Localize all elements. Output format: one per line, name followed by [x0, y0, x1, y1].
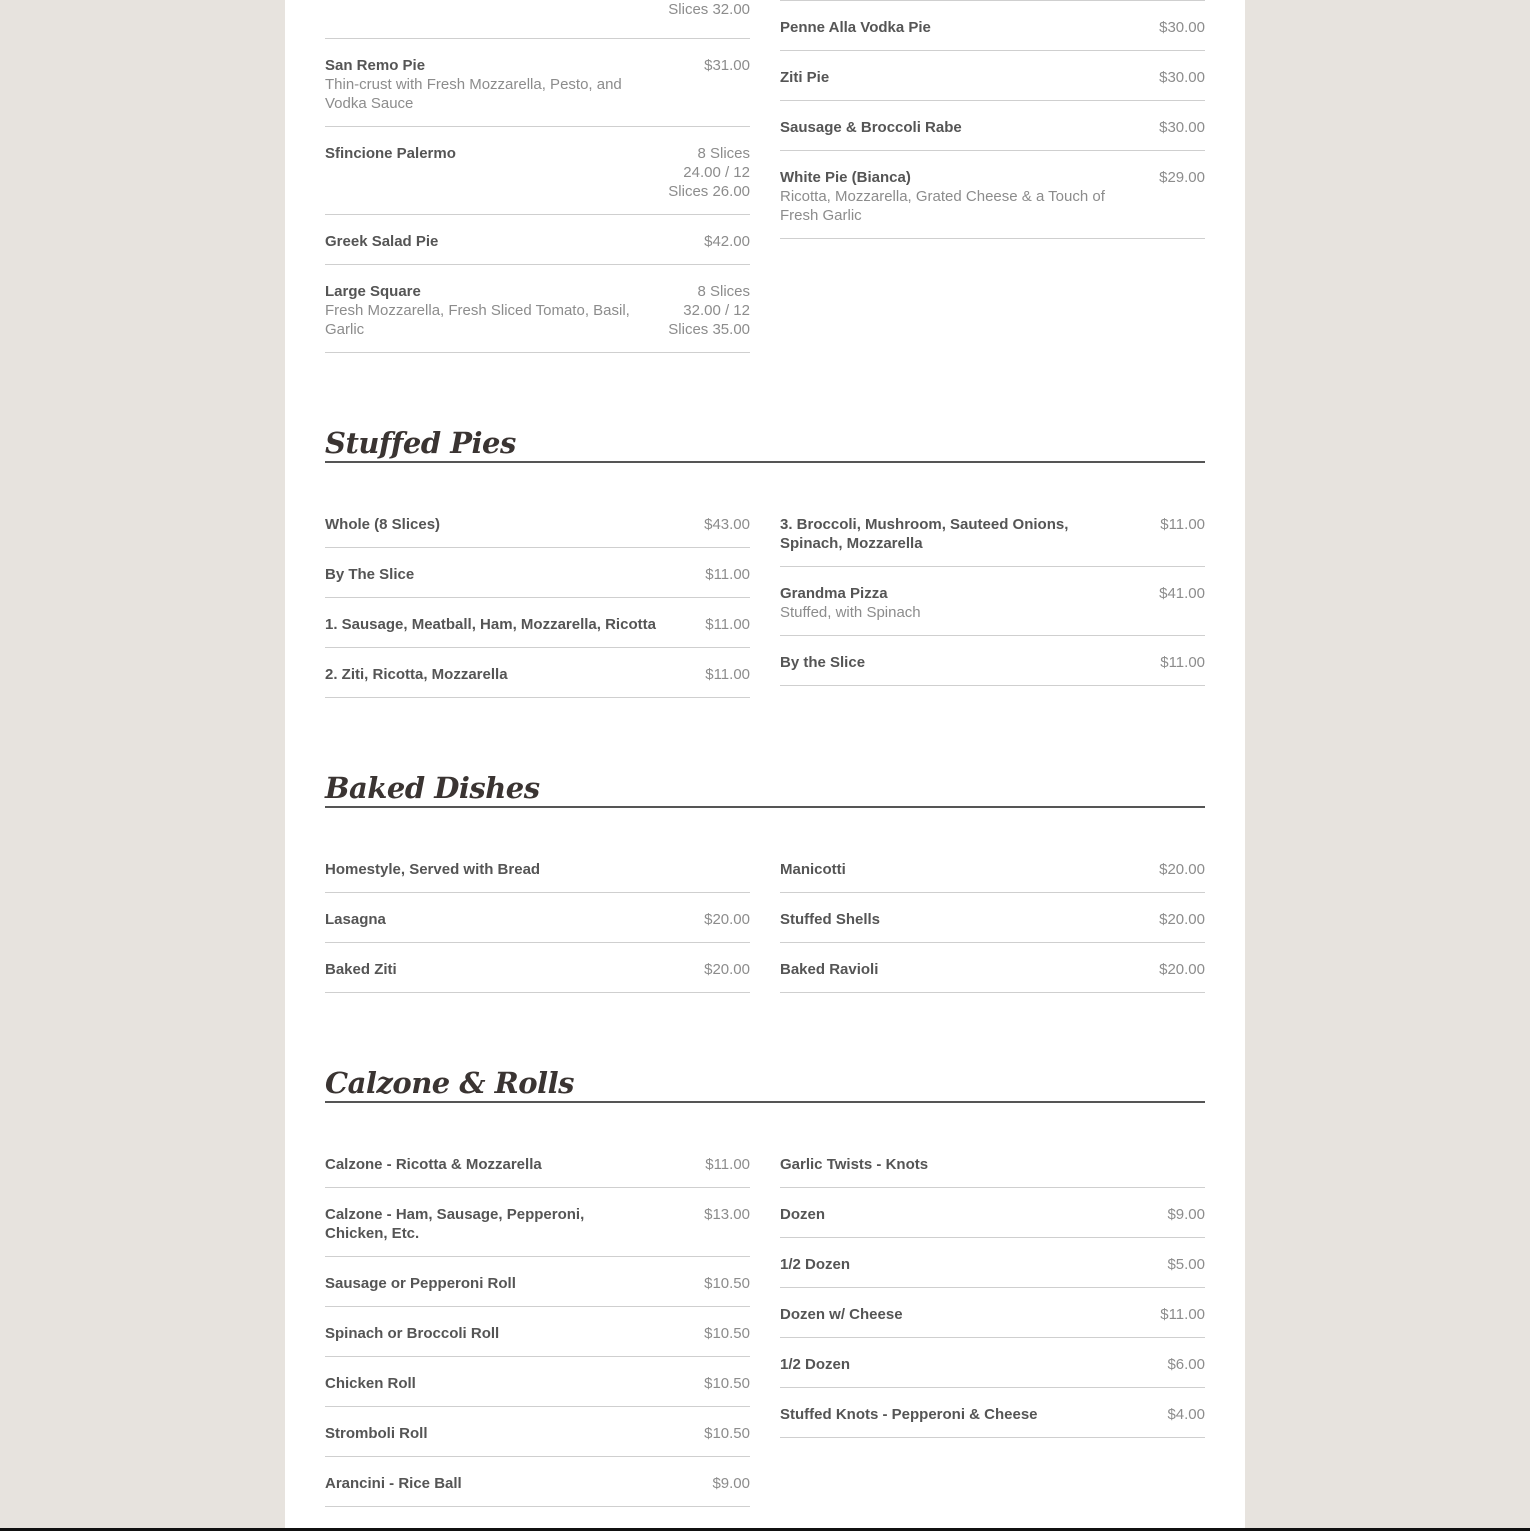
- item-price: $30.00: [1159, 19, 1205, 36]
- item-name: Baked Ravioli: [780, 961, 879, 978]
- item-description: Fresh Mozzarella, Fresh Sliced Tomato, Basil, Garlic: [325, 302, 630, 338]
- item-name: 1. Sausage, Meatball, Ham, Mozzarella, Ricotta: [325, 616, 656, 633]
- menu-item: [780, 1355, 1205, 1388]
- item-name: Homestyle, Served with Bread: [325, 861, 541, 878]
- menu-item: [780, 515, 1205, 567]
- item-name: 2. Ziti, Ricotta, Mozzarella: [325, 666, 508, 683]
- menu-page: [285, 0, 1245, 1528]
- item-name: Spinach or Broccoli Roll: [325, 1325, 500, 1342]
- menu-item: [780, 584, 1205, 636]
- item-name: Stuffed Knots - Pepperoni & Cheese: [780, 1406, 1038, 1423]
- menu-item: [325, 1324, 750, 1357]
- item-name: Stromboli Roll: [325, 1425, 428, 1442]
- item-name: Calzone - Ricotta & Mozzarella: [325, 1156, 542, 1173]
- item-price: 8 Slices 24.00 / 12 Slices 26.00: [668, 145, 750, 200]
- menu-item: [325, 0, 750, 39]
- menu-item: [780, 68, 1205, 101]
- section-title-stuffed-pies: Stuffed Pies: [325, 425, 1205, 463]
- item-name: Ziti Pie: [780, 69, 830, 86]
- item-price: $11.00: [1160, 1306, 1205, 1323]
- item-price: $5.00: [1167, 1256, 1205, 1273]
- item-price: $10.50: [704, 1325, 750, 1342]
- menu-item: [780, 1305, 1205, 1338]
- item-price: $10.50: [704, 1425, 750, 1442]
- item-name: 3. Broccoli, Mushroom, Sauteed Onions, Spinach, Mozzarella: [780, 516, 1069, 552]
- item-price: $42.00: [704, 233, 750, 250]
- item-name: San Remo Pie Thin-crust with Fresh Mozzarella, Pesto, and Vodka Sauce: [325, 56, 655, 113]
- item-name: Greek Salad Pie: [325, 233, 439, 250]
- item-name: 1/2 Dozen: [780, 1356, 851, 1373]
- item-price: $9.00: [712, 1475, 750, 1492]
- item-price: $11.00: [1160, 516, 1205, 533]
- item-price: $20.00: [704, 961, 750, 978]
- item-name: 1/2 Dozen: [780, 1256, 851, 1273]
- item-name: Sfincione Palermo: [325, 145, 456, 162]
- item-name: Calzone - Ham, Sausage, Pepperoni, Chicken, Etc.: [325, 1206, 585, 1242]
- item-price: $20.00: [1159, 861, 1205, 878]
- menu-item: [325, 515, 750, 548]
- item-name: Whole (8 Slices): [325, 516, 441, 533]
- menu-item: [325, 910, 750, 943]
- menu-item: [780, 1405, 1205, 1438]
- item-name: Dozen: [780, 1206, 825, 1223]
- menu-item: [325, 1205, 750, 1257]
- item-price: $11.00: [1160, 654, 1205, 671]
- menu-item: [780, 910, 1205, 943]
- item-description: Stuffed, with Spinach: [780, 604, 921, 621]
- menu-item: [325, 565, 750, 598]
- item-price: $20.00: [1159, 961, 1205, 978]
- menu-item: [780, 168, 1205, 239]
- item-name: Lasagna: [325, 911, 386, 928]
- item-price: $10.50: [704, 1375, 750, 1392]
- menu-item: [780, 653, 1205, 686]
- item-name: Chicken Roll: [325, 1375, 416, 1392]
- item-price: $20.00: [704, 911, 750, 928]
- item-price: $11.00: [705, 666, 750, 683]
- item-price: $31.00: [704, 57, 750, 74]
- item-price: $10.50: [704, 1275, 750, 1292]
- item-price: $11.00: [705, 1156, 750, 1173]
- item-description: Thin-crust with Fresh Mozzarella, Pesto, and Vodka Sauce: [325, 76, 622, 112]
- item-price: 8 Slices 32.00 / 12 Slices 35.00: [668, 283, 750, 338]
- item-price: $4.00: [1167, 1406, 1205, 1423]
- menu-item: [325, 232, 750, 265]
- item-price: $6.00: [1167, 1356, 1205, 1373]
- item-name: Sausage & Broccoli Rabe: [780, 119, 962, 136]
- item-price: Slices 32.00: [668, 1, 750, 18]
- item-price: $11.00: [705, 616, 750, 633]
- menu-item: [325, 665, 750, 698]
- item-price: $30.00: [1159, 69, 1205, 86]
- menu-item: [325, 1155, 750, 1188]
- item-price: $13.00: [704, 1206, 750, 1223]
- menu-item: [325, 1424, 750, 1457]
- menu-item: [325, 615, 750, 648]
- menu-item: [325, 1274, 750, 1307]
- item-price: $41.00: [1159, 585, 1205, 602]
- menu-item: [780, 960, 1205, 993]
- item-price: $9.00: [1167, 1206, 1205, 1223]
- item-name: Sausage or Pepperoni Roll: [325, 1275, 516, 1292]
- item-name: By The Slice: [325, 566, 415, 583]
- menu-item: [325, 144, 750, 215]
- menu-item: [325, 282, 750, 353]
- item-name: Dozen w/ Cheese: [780, 1306, 903, 1323]
- item-name: Penne Alla Vodka Pie: [780, 19, 931, 36]
- menu-item: [780, 18, 1205, 51]
- item-price: $29.00: [1159, 169, 1205, 186]
- item-price: $20.00: [1159, 911, 1205, 928]
- menu-item: [325, 1474, 750, 1507]
- item-name: Manicotti: [780, 861, 846, 878]
- item-name: Grandma Pizza Stuffed, with Spinach: [780, 584, 1110, 622]
- section-title-calzone-rolls: Calzone & Rolls: [325, 1065, 1205, 1103]
- item-price: $30.00: [1159, 119, 1205, 136]
- item-name: Large Square Fresh Mozzarella, Fresh Sliced Tomato, Basil, Garlic: [325, 282, 655, 339]
- menu-item: [780, 860, 1205, 893]
- menu-item: [780, 118, 1205, 151]
- menu-item: [780, 1205, 1205, 1238]
- item-price: $11.00: [705, 566, 750, 583]
- item-description: Ricotta, Mozzarella, Grated Cheese & a Touch of Fresh Garlic: [780, 188, 1105, 224]
- menu-item: [325, 1374, 750, 1407]
- item-name: By the Slice: [780, 654, 866, 671]
- item-name: Baked Ziti: [325, 961, 397, 978]
- menu-item: [325, 860, 750, 893]
- menu-item: [780, 1155, 1205, 1188]
- menu-item: [780, 1255, 1205, 1288]
- menu-item: [325, 56, 750, 127]
- item-name: White Pie (Bianca) Ricotta, Mozzarella, Grated Cheese & a Touch of Fresh Garlic: [780, 168, 1110, 225]
- item-name: Stuffed Shells: [780, 911, 881, 928]
- section-title-baked-dishes: Baked Dishes: [325, 770, 1205, 808]
- item-name: Arancini - Rice Ball: [325, 1475, 462, 1492]
- item-price: $43.00: [704, 516, 750, 533]
- item-name: Garlic Twists - Knots: [780, 1156, 929, 1173]
- divider: [780, 0, 1205, 1]
- menu-item: [325, 960, 750, 993]
